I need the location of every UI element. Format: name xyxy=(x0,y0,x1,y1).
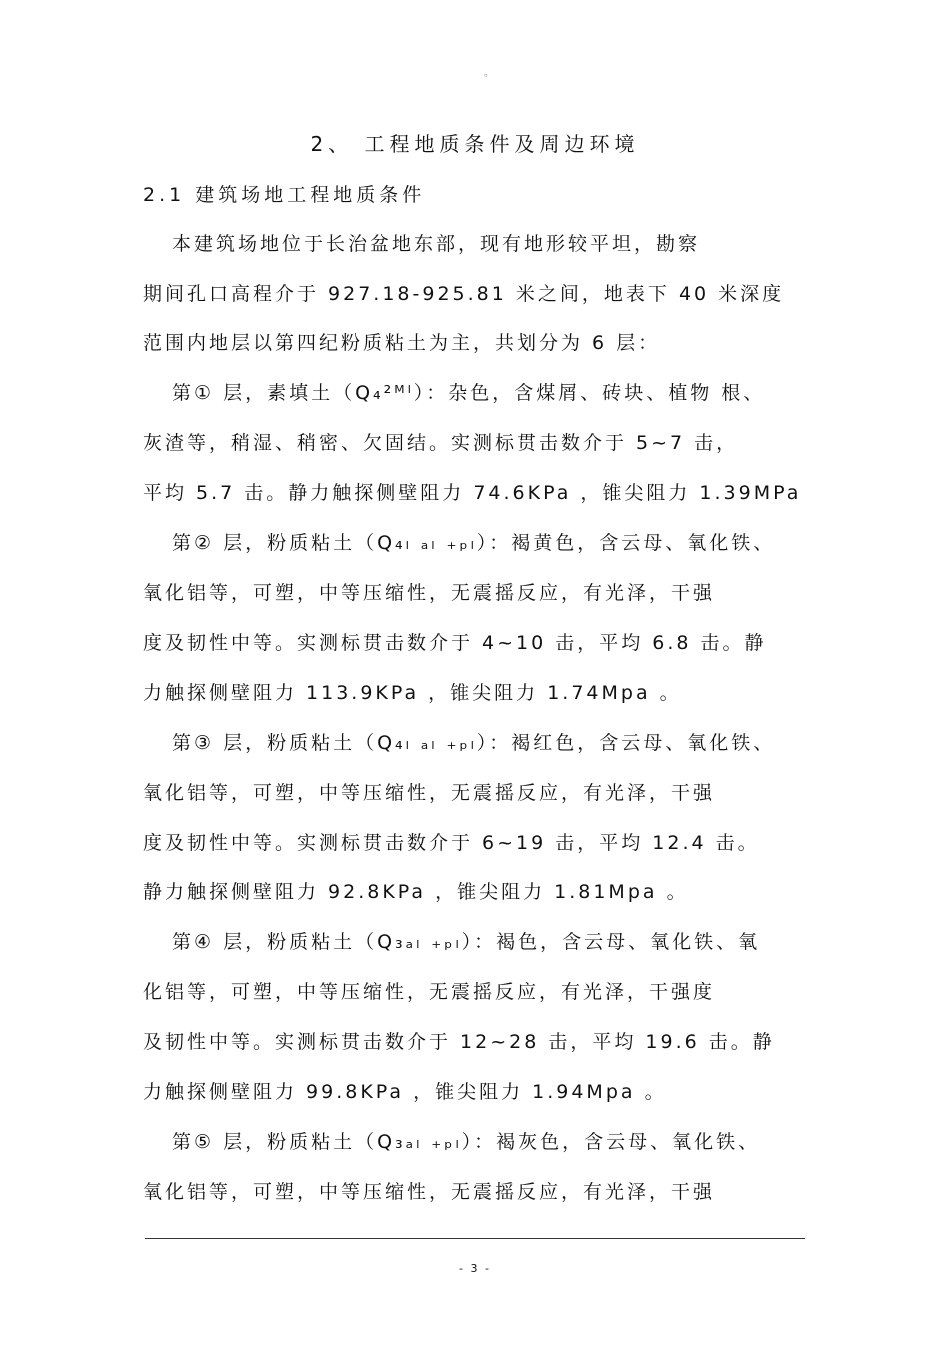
page-number: - 3 - xyxy=(459,1262,491,1275)
text-line: 灰渣等，稍湿、稍密、欠固结。实测标贯击数介于 5~7 击， xyxy=(143,432,739,454)
section-title: 2、 工程地质条件及周边环境 xyxy=(310,132,640,156)
text-line: 及韧性中等。实测标贯击数介于 12~28 击，平均 19.6 击。静 xyxy=(143,1031,775,1053)
header-mark: 。 xyxy=(484,68,494,79)
text-line: 氧化铝等，可塑，中等压缩性，无震摇反应，有光泽，干强 xyxy=(143,582,716,604)
text-line: 范围内地层以第四纪粉质粘土为主，共划分为 6 层： xyxy=(143,332,661,354)
footer-rule xyxy=(145,1238,805,1239)
text-line: 静力触探侧壁阻力 92.8KPa ，锥尖阻力 1.81Mpa 。 xyxy=(143,881,689,903)
text-line: 力触探侧壁阻力 99.8KPa ，锥尖阻力 1.94Mpa 。 xyxy=(143,1081,667,1103)
subsection-title: 2.1 建筑场地工程地质条件 xyxy=(143,184,426,206)
text-line: 第① 层，素填土（Q₄²ᴹˡ）：杂色，含煤屑、砖块、植物 根、 xyxy=(172,382,766,404)
text-line: 平均 5.7 击。静力触探侧壁阻力 74.6KPa ，锥尖阻力 1.39MPa xyxy=(143,482,802,504)
text-line: 第③ 层，粉质粘土（Q₄ₗ ₐₗ ₊ₚₗ）：褐红色，含云母、氧化铁、 xyxy=(172,732,776,754)
text-line: 力触探侧壁阻力 113.9KPa ，锥尖阻力 1.74Mpa 。 xyxy=(143,682,682,704)
text-line: 第⑤ 层，粉质粘土（Q₃ₐₗ ₊ₚₗ）：褐灰色，含云母、氧化铁、 xyxy=(172,1131,761,1153)
text-line: 化铝等，可塑，中等压缩性，无震摇反应，有光泽，干强度 xyxy=(143,981,716,1003)
text-line: 本建筑场地位于长治盆地东部，现有地形较平坦，勘察 xyxy=(172,233,701,255)
text-line: 氧化铝等，可塑，中等压缩性，无震摇反应，有光泽，干强 xyxy=(143,1181,716,1203)
text-line: 第② 层，粉质粘土（Q₄ₗ ₐₗ ₊ₚₗ）：褐黄色，含云母、氧化铁、 xyxy=(172,532,776,554)
text-line: 第④ 层，粉质粘土（Q₃ₐₗ ₊ₚₗ）：褐色，含云母、氧化铁、氧 xyxy=(172,931,761,953)
text-line: 度及韧性中等。实测标贯击数介于 6~19 击，平均 12.4 击。 xyxy=(143,832,760,854)
text-line: 期间孔口高程介于 927.18-925.81 米之间，地表下 40 米深度 xyxy=(143,283,785,305)
text-line: 度及韧性中等。实测标贯击数介于 4~10 击，平均 6.8 击。静 xyxy=(143,632,767,654)
text-line: 氧化铝等，可塑，中等压缩性，无震摇反应，有光泽，干强 xyxy=(143,782,716,804)
